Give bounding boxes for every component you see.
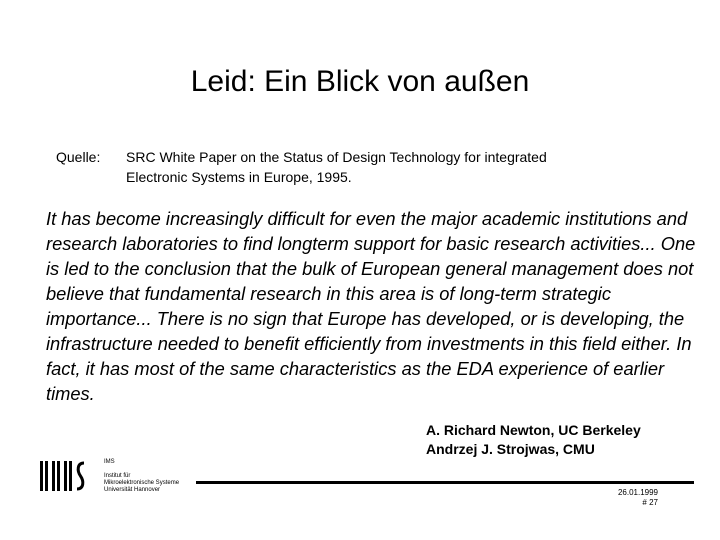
author-2: Andrzej J. Strojwas, CMU [426, 441, 595, 457]
source-text [126, 147, 646, 187]
institute-line-2: Mikroelektronische Systeme [104, 480, 180, 486]
author-1: A. Richard Newton, UC Berkeley [426, 422, 641, 438]
ims-logo-icon [40, 461, 88, 491]
institute-abbr: IMS [104, 459, 115, 465]
institute-line-1: Institut für [104, 473, 131, 479]
page-number: # 27 [642, 498, 658, 507]
institute-text [104, 459, 179, 494]
source-line-2: Electronic Systems in Europe, 1995. [126, 169, 352, 185]
institute-line-3: Universität Hannover [104, 487, 161, 493]
footer-date: 26.01.1999 [617, 488, 658, 497]
footer-info [618, 488, 658, 508]
source-label: Quelle: [56, 149, 101, 165]
source-line-1: SRC White Paper on the Status of Design Technology for integrated [126, 149, 547, 165]
author-block [426, 421, 641, 459]
footer-divider [196, 481, 694, 484]
quote-paragraph: It has become increasingly difficult for even the major academic institutions and research laboratories to find longterm support for basic research activities... One is led to the conclusion that the bulk of European general management does not believe that fundamental research in this area is of long-term strategic importance... There is no sign that Europe has developed, or is developing, the infrastructure needed to benefit efficiently from investments in this field either. In fact, it has most of the same characteristics as the EDA experience of earlier times. [46, 208, 696, 404]
slide-title: Leid: Ein Blick von außen [190, 65, 530, 98]
